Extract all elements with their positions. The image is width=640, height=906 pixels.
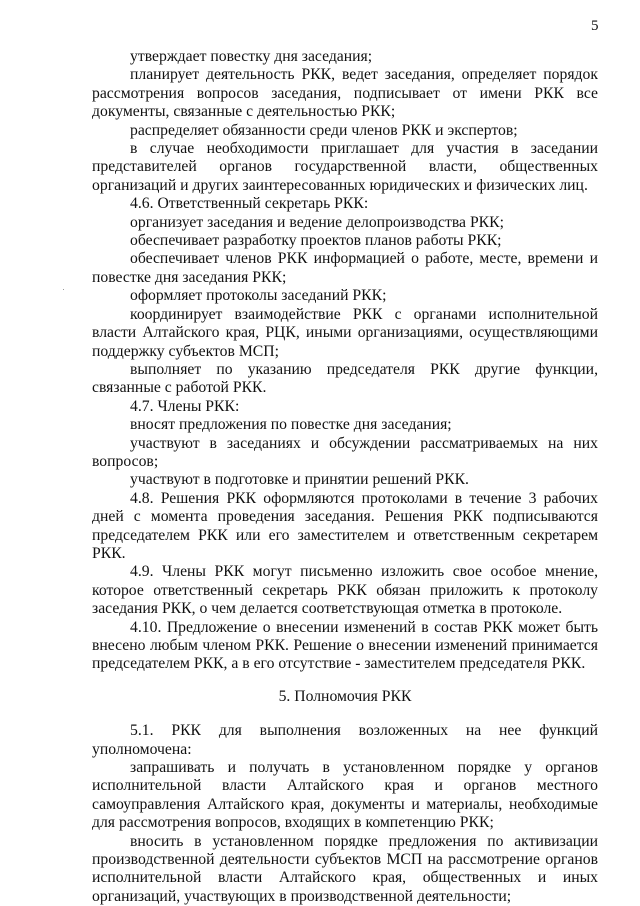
scan-speck — [63, 289, 64, 290]
paragraph: 4.10. Предложение о внесении изменений в состав РКК может быть внесено любым членом РКК. Решение о внесении изменений принимается председателем РКК, а в его отсутствие - заместителем председателя РКК. — [92, 618, 598, 673]
paragraph: координирует взаимодействие РКК с органами исполнительной власти Алтайского края, РЦК, иными организациями, осуществляющими поддержку субъектов МСП; — [92, 305, 598, 360]
paragraph: обеспечивает разработку проектов планов работы РКК; — [130, 232, 502, 250]
paragraph: участвуют в подготовке и принятии решений РКК. — [130, 471, 469, 489]
paragraph: утверждает повестку дня заседания; — [130, 48, 373, 65]
clause-heading: 4.7. Члены РКК: — [130, 397, 240, 415]
paragraph: 5.1. РКК для выполнения возложенных на нее функций уполномочена: — [92, 722, 598, 758]
document-body — [92, 48, 598, 906]
paragraph: в случае необходимости приглашает для участия в заседании представителей органов государственной власти, общественных организаций и других заинтересованных юридических и физических лиц. — [92, 140, 598, 194]
paragraph: вносить в установленном порядке предложения по активизации производственной деятельности субъектов МСП на рассмотрение органов исполнительной власти Алтайского края, общественных и иных организаций, участвующих в производственной деятельности; — [92, 832, 598, 905]
paragraph: запрашивать и получать в установленном порядке у органов исполнительной власти Алтайского края и органов местного самоуправления Алтайского края, документы и материалы, необходимые для рассмотрения вопросов, входящих в компетенцию РКК; — [92, 759, 598, 832]
page-number: 5 — [591, 18, 599, 34]
paragraph: 4.8. Решения РКК оформляются протоколами в течение 3 рабочих дней с момента проведения заседания. Решения РКК подписываются председателем РКК или его заместителем и ответственным секретарем РКК. — [92, 489, 598, 562]
paragraph: организует заседания и ведение делопроизводства РКК; — [130, 213, 504, 231]
paragraph: планирует деятельность РКК, ведет заседания, определяет порядок рассмотрения вопросов заседания, подписывает от имени РКК все документы, связанные с деятельностью РКК; — [92, 66, 598, 121]
paragraph: вносят предложения по повестке дня заседания; — [130, 416, 452, 434]
clause-heading: 4.6. Ответственный секретарь РКК: — [130, 195, 369, 213]
section-heading: 5. Полномочия РКК — [278, 687, 412, 705]
paragraph: распределяет обязанности среди членов РКК и экспертов; — [130, 121, 518, 139]
paragraph: 4.9. Члены РКК могут письменно изложить свое особое мнение, которое ответственный секретарь РКК обязан приложить к протоколу заседания РКК, о чем делается соответствующая отметка в протоколе. — [92, 563, 598, 618]
paragraph: участвуют в заседаниях и обсуждении рассматриваемых на них вопросов; — [92, 434, 598, 470]
paragraph: обеспечивает членов РКК информацией о работе, месте, времени и повестке дня заседания РКК; — [92, 250, 598, 286]
paragraph: оформляет протоколы заседаний РКК; — [130, 287, 387, 305]
paragraph: выполняет по указанию председателя РКК другие функции, связанные с работой РКК. — [92, 360, 598, 397]
